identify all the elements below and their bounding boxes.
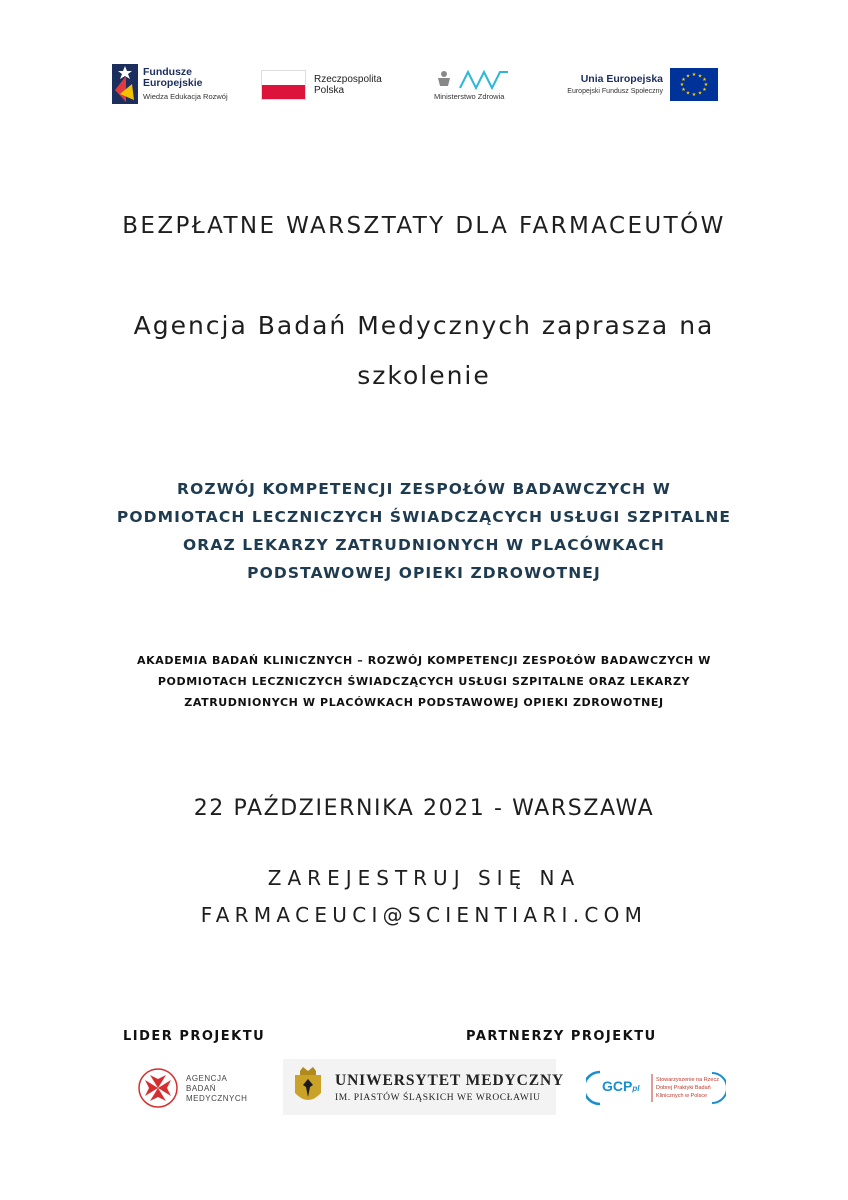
abm-line3: MEDYCZNYCH — [186, 1094, 248, 1103]
fundusze-line2: Europejskie — [143, 77, 203, 89]
svg-text:★: ★ — [703, 82, 709, 88]
poland-flag-icon — [261, 70, 306, 100]
svg-text:★: ★ — [691, 92, 697, 98]
abm-logo — [136, 1067, 256, 1109]
academy-line: ZATRUDNIONYCH W PLACÓWKACH PODSTAWOWEJ OPIEKI ZDROWOTNEJ — [184, 696, 664, 709]
gcp-line3: Klinicznych w Polsce — [656, 1093, 708, 1099]
gcp-name: GCPpl — [602, 1078, 640, 1094]
svg-text:★: ★ — [685, 73, 691, 80]
rzeczpospolita-logo — [261, 70, 401, 104]
svg-text:★: ★ — [681, 87, 686, 93]
workshop-headline: BEZPŁATNE WARSZTATY DLA FARMACEUTÓW — [122, 213, 726, 239]
academy-description — [96, 650, 752, 713]
academy-line: AKADEMIA BADAŃ KLINICZNYCH – ROZWÓJ KOMPETENCJI ZESPOŁÓW BADAWCZYCH W — [136, 654, 712, 667]
gcp-logo — [586, 1069, 726, 1107]
ministerstwo-emblem-icon — [436, 68, 516, 90]
svg-text:★: ★ — [697, 90, 703, 97]
project-partners-label: PARTNERZY PROJEKTU — [466, 1029, 657, 1044]
rzeczpospolita-line1: Rzeczpospolita — [314, 74, 382, 85]
svg-text:★: ★ — [702, 77, 707, 83]
rzeczpospolita-line2: Polska — [314, 85, 345, 96]
svg-text:★: ★ — [685, 90, 691, 97]
training-topic — [84, 475, 764, 587]
eu-flag-icon — [670, 68, 718, 101]
fundusze-europejskie-mark-icon — [112, 64, 138, 104]
unia-line1: Unia Europejska — [580, 73, 663, 85]
topic-line: PODSTAWOWEJ OPIEKI ZDROWOTNEJ — [247, 564, 601, 582]
register-email-link[interactable]: FARMACEUCI@SCIENTIARI.COM — [200, 903, 648, 927]
topic-line: ORAZ LEKARZY ZATRUDNIONYCH W PLACÓWKACH — [183, 536, 665, 554]
umw-logo — [283, 1059, 565, 1115]
project-leader-label: LIDER PROJEKTU — [123, 1029, 266, 1044]
svg-text:★: ★ — [691, 72, 697, 78]
event-date: 22 PAŹDZIERNIKA 2021 - WARSZAWA — [193, 796, 655, 821]
abm-cross-icon — [136, 1067, 180, 1109]
invitation-line1: Agencja Badań Medycznych zaprasza na — [133, 311, 715, 340]
umw-line2: IM. PIASTÓW ŚLĄSKICH WE WROCŁAWIU — [335, 1093, 541, 1103]
topic-line: ROZWÓJ KOMPETENCJI ZESPOŁÓW BADAWCZYCH W — [177, 480, 671, 498]
gcp-line1: Stowarzyszenie na Rzecz — [656, 1077, 719, 1083]
svg-text:★: ★ — [679, 82, 685, 88]
fundusze-line1: Fundusze — [143, 66, 192, 78]
gcp-line2: Dobrej Praktyki Badań — [656, 1085, 711, 1091]
invitation-line2: szkolenie — [357, 361, 491, 390]
umw-line1: UNIWERSYTET MEDYCZNY — [335, 1072, 565, 1089]
svg-text:★: ★ — [697, 73, 703, 80]
abm-line2: BADAŃ — [186, 1084, 217, 1093]
register-label: ZAREJESTRUJ SIĘ NA — [267, 866, 581, 890]
unia-europejska-logo — [556, 68, 721, 104]
fundusze-line3: Wiedza Edukacja Rozwój — [143, 92, 228, 101]
unia-line2: Europejski Fundusz Społeczny — [567, 88, 663, 95]
ministerstwo-label: Ministerstwo Zdrowia — [434, 92, 505, 101]
svg-text:★: ★ — [702, 87, 707, 93]
fundusze-europejskie-logo — [112, 64, 242, 108]
academy-line: PODMIOTACH LECZNICZYCH ŚWIADCZĄCYCH USŁUGI SZPITALNE ORAZ LEKARZY — [157, 675, 691, 688]
ministerstwo-zdrowia-logo — [430, 66, 520, 106]
topic-line: PODMIOTACH LECZNICZYCH ŚWIADCZĄCYCH USŁUGI SZPITALNE — [116, 508, 732, 526]
umw-crest-icon — [291, 1065, 325, 1109]
abm-line1: AGENCJA — [186, 1074, 228, 1083]
svg-text:★: ★ — [681, 77, 686, 83]
